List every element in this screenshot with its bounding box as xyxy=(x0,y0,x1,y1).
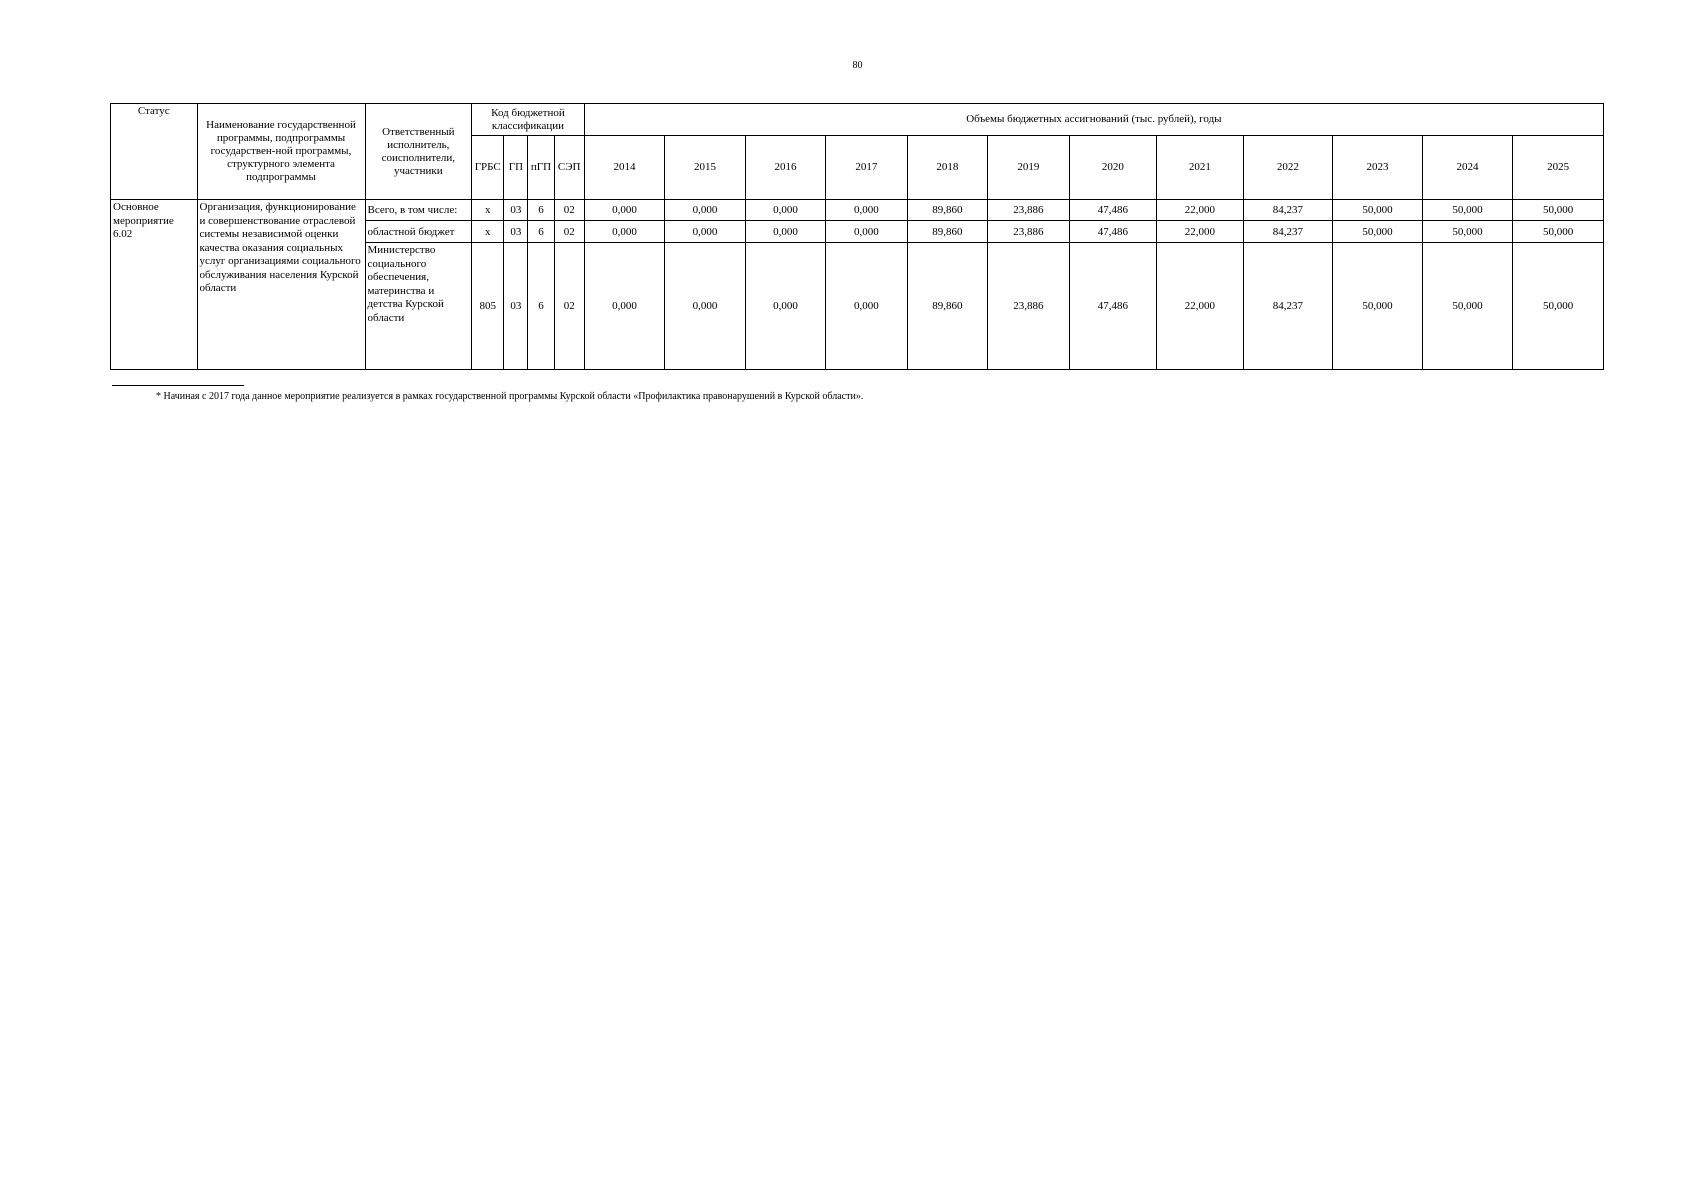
value-cell: 50,000 xyxy=(1513,200,1604,221)
header-code-sep: СЭП xyxy=(554,136,584,200)
header-year: 2023 xyxy=(1333,136,1423,200)
value-cell: 23,886 xyxy=(988,200,1069,221)
code-cell: 805 xyxy=(472,243,504,370)
value-cell: 50,000 xyxy=(1333,200,1423,221)
value-cell: 0,000 xyxy=(665,200,745,221)
value-cell: 22,000 xyxy=(1157,200,1244,221)
header-code-pgp: пГП xyxy=(528,136,554,200)
header-year: 2018 xyxy=(907,136,987,200)
code-cell: 03 xyxy=(504,221,528,243)
value-cell: 47,486 xyxy=(1069,221,1157,243)
header-code-grbs: ГРБС xyxy=(472,136,504,200)
code-cell: 02 xyxy=(554,243,584,370)
header-year: 2017 xyxy=(826,136,907,200)
value-cell: 50,000 xyxy=(1333,243,1423,370)
code-cell: 02 xyxy=(554,221,584,243)
value-cell: 22,000 xyxy=(1157,221,1244,243)
code-cell: 03 xyxy=(504,243,528,370)
budget-table xyxy=(110,103,1604,370)
value-cell: 84,237 xyxy=(1243,243,1333,370)
value-cell: 50,000 xyxy=(1333,221,1423,243)
value-cell: 0,000 xyxy=(745,243,825,370)
header-code-group: Код бюджетной классификации xyxy=(472,104,585,136)
value-cell: 0,000 xyxy=(745,200,825,221)
value-cell: 50,000 xyxy=(1422,243,1513,370)
value-cell: 0,000 xyxy=(584,221,664,243)
value-cell: 0,000 xyxy=(826,243,907,370)
code-cell: 6 xyxy=(528,243,554,370)
header-year: 2024 xyxy=(1422,136,1513,200)
value-cell: 0,000 xyxy=(665,221,745,243)
header-executor: Ответственный исполнитель, соисполнители, участники xyxy=(365,104,472,200)
header-name: Наименование государственной программы, подпрограммы государствен-ной программы, структурного элемента подпрограммы xyxy=(197,104,365,200)
header-year: 2015 xyxy=(665,136,745,200)
row-status: Основное мероприятие 6.02 xyxy=(111,200,198,370)
value-cell: 0,000 xyxy=(665,243,745,370)
value-cell: 84,237 xyxy=(1243,221,1333,243)
value-cell: 0,000 xyxy=(826,221,907,243)
header-year: 2025 xyxy=(1513,136,1604,200)
header-year: 2021 xyxy=(1157,136,1244,200)
value-cell: 0,000 xyxy=(584,243,664,370)
value-cell: 22,000 xyxy=(1157,243,1244,370)
header-code-gp: ГП xyxy=(504,136,528,200)
value-cell: 50,000 xyxy=(1513,243,1604,370)
row-name: Организация, функционирование и совершенствование отраслевой системы независимой оценки качества оказания социальных услуг организациями социального обслуживания населения Курской области xyxy=(197,200,365,370)
value-cell: 84,237 xyxy=(1243,200,1333,221)
code-cell: х xyxy=(472,221,504,243)
value-cell: 23,886 xyxy=(988,221,1069,243)
header-status: Статус xyxy=(111,104,198,200)
code-cell: 03 xyxy=(504,200,528,221)
header-year: 2016 xyxy=(745,136,825,200)
value-cell: 89,860 xyxy=(907,221,987,243)
page-number: 80 xyxy=(852,60,863,71)
footnote: * Начиная с 2017 года данное мероприятие реализуется в рамках государственной программы Курской области «Профилактика правонарушений в Курской области». xyxy=(156,391,864,402)
value-cell: 23,886 xyxy=(988,243,1069,370)
value-cell: 47,486 xyxy=(1069,200,1157,221)
footnote-divider xyxy=(112,385,244,386)
code-cell: 02 xyxy=(554,200,584,221)
executor-cell: областной бюджет xyxy=(365,221,472,243)
code-cell: 6 xyxy=(528,200,554,221)
executor-cell: Министерство социального обеспечения, материнства и детства Курской области xyxy=(365,243,472,370)
value-cell: 0,000 xyxy=(584,200,664,221)
header-year: 2022 xyxy=(1243,136,1333,200)
value-cell: 89,860 xyxy=(907,200,987,221)
header-volumes-group: Объемы бюджетных ассигнований (тыс. рублей), годы xyxy=(584,104,1603,136)
value-cell: 89,860 xyxy=(907,243,987,370)
value-cell: 0,000 xyxy=(826,200,907,221)
executor-cell: Всего, в том числе: xyxy=(365,200,472,221)
code-cell: 6 xyxy=(528,221,554,243)
value-cell: 50,000 xyxy=(1422,200,1513,221)
header-year: 2019 xyxy=(988,136,1069,200)
value-cell: 50,000 xyxy=(1513,221,1604,243)
header-year: 2014 xyxy=(584,136,664,200)
header-year: 2020 xyxy=(1069,136,1157,200)
value-cell: 0,000 xyxy=(745,221,825,243)
value-cell: 47,486 xyxy=(1069,243,1157,370)
value-cell: 50,000 xyxy=(1422,221,1513,243)
code-cell: х xyxy=(472,200,504,221)
